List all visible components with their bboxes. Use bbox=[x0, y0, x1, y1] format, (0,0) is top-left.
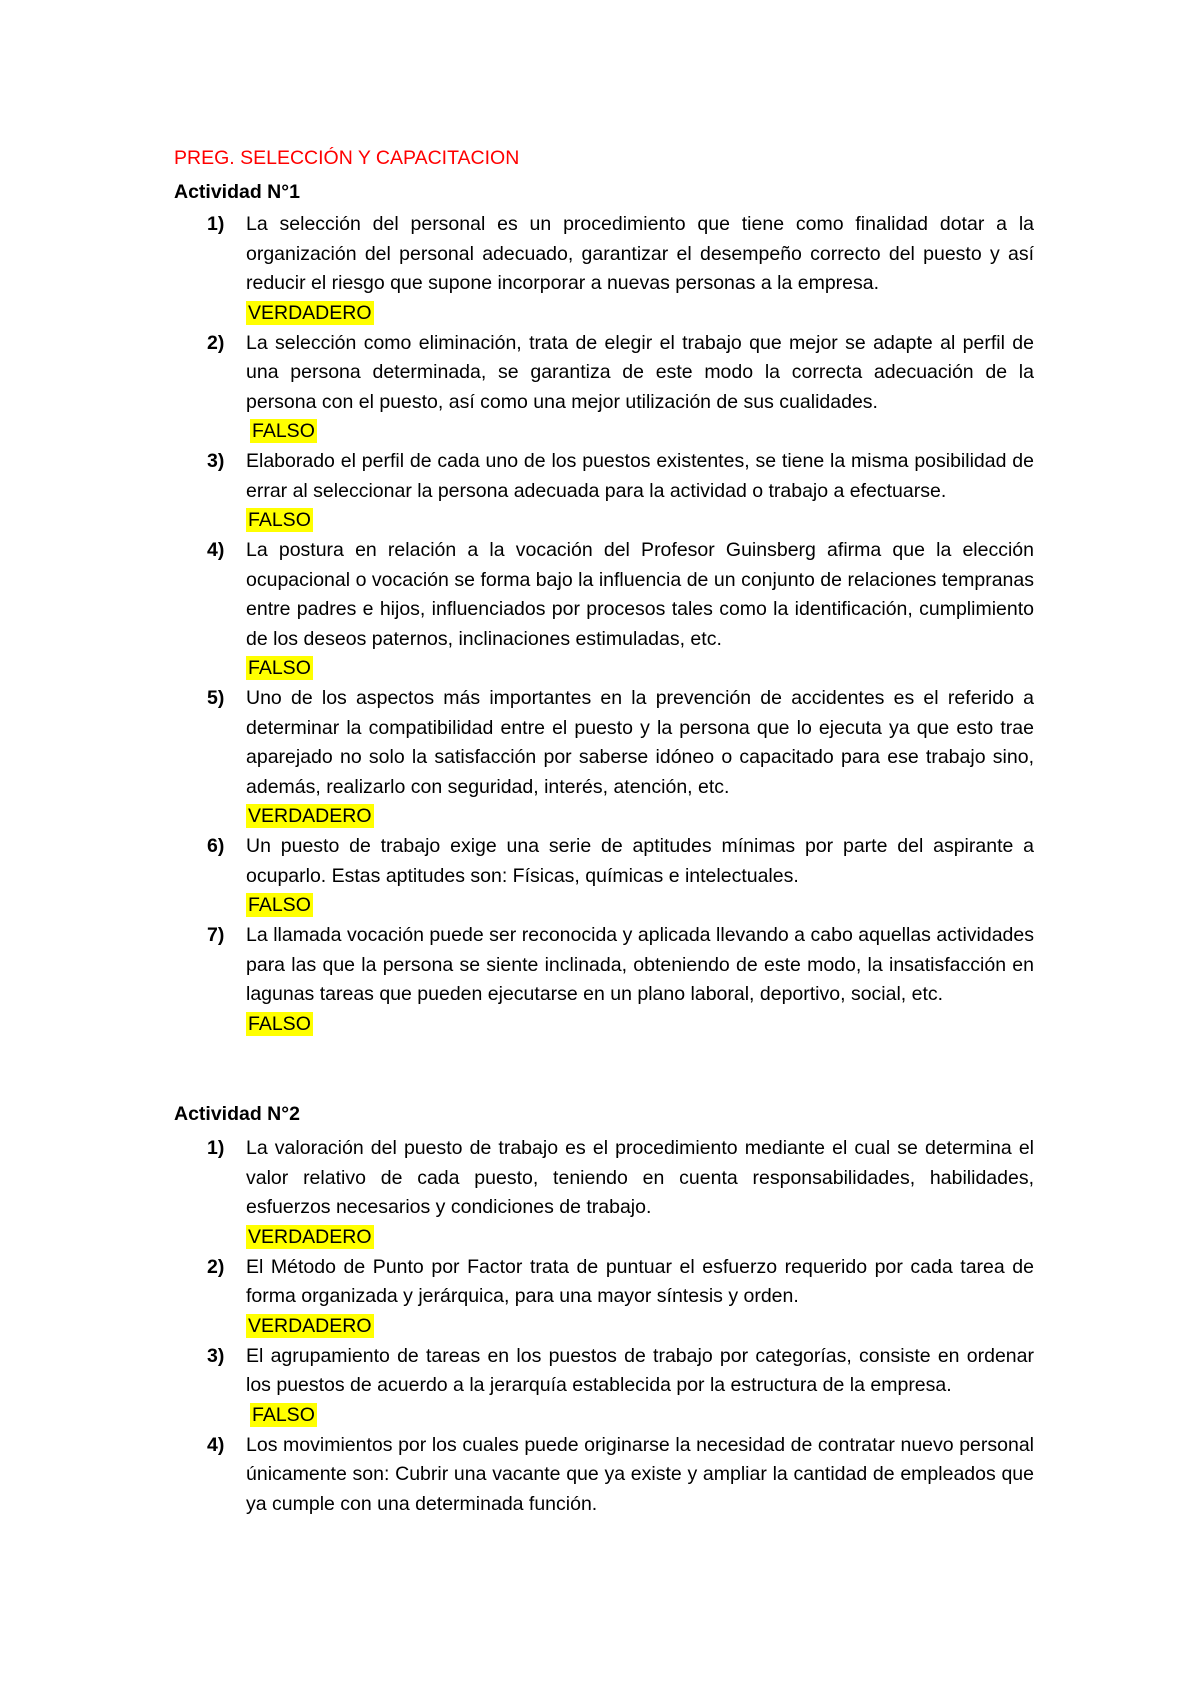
answer-highlight: FALSO bbox=[248, 894, 311, 916]
question-text: La selección del personal es un procedimiento que tiene como finalidad dotar a la organización del personal adecuado, garantizar el desempeño correcto del puesto y así reducir el riesgo que supone incorporar a nuevas personas a la empresa. bbox=[246, 213, 1034, 294]
question-number: 1) bbox=[207, 1137, 225, 1159]
answer-highlight: FALSO bbox=[248, 1012, 311, 1035]
question-item bbox=[0, 1134, 1200, 1249]
answer-highlight: FALSO bbox=[248, 657, 311, 679]
question-text: La valoración del puesto de trabajo es el procedimiento mediante el cual se determina el valor relativo de cada puesto, teniendo en cuenta responsabilidades, habilidades, esfuerzos necesarios y condiciones de trabajo. bbox=[246, 1137, 1034, 1218]
answer-highlight: VERDADERO bbox=[248, 1225, 372, 1248]
question-item bbox=[0, 536, 1200, 680]
section-heading-actividad-2: Actividad N°2 bbox=[174, 1103, 300, 1125]
question-item bbox=[0, 210, 1200, 325]
question-number: 6) bbox=[207, 835, 225, 857]
question-text: El Método de Punto por Factor trata de puntuar el esfuerzo requerido por cada tarea de forma organizada y jerárquica, para una mayor síntesis y orden. bbox=[246, 1255, 1034, 1307]
question-text: Un puesto de trabajo exige una serie de aptitudes mínimas por parte del aspirante a ocuparlo. Estas aptitudes son: Físicas, químicas e intelectuales. bbox=[246, 835, 1034, 887]
question-text: El agrupamiento de tareas en los puestos de trabajo por categorías, consiste en ordenar los puestos de acuerdo a la jerarquía establecida por la estructura de la empresa. bbox=[246, 1344, 1034, 1396]
question-number: 3) bbox=[207, 1344, 225, 1367]
question-text: Los movimientos por los cuales puede originarse la necesidad de contratar nuevo personal únicamente son: Cubrir una vacante que ya existe y ampliar la cantidad de empleados que ya cumple con una determinada función. bbox=[246, 1433, 1034, 1515]
question-item bbox=[0, 1342, 1200, 1427]
question-number: 1) bbox=[207, 213, 225, 235]
question-number: 5) bbox=[207, 687, 225, 709]
question-text: Elaborado el perfil de cada uno de los puestos existentes, se tiene la misma posibilidad de errar al seleccionar la persona adecuada para la actividad o trabajo a efectuarse. bbox=[246, 450, 1034, 502]
question-number: 4) bbox=[207, 1433, 225, 1456]
question-text: La selección como eliminación, trata de elegir el trabajo que mejor se adapte al perfil de una persona determinada, se garantiza de este modo la correcta adecuación de la persona con el puesto, así como una mejor utilización de sus cualidades. bbox=[246, 331, 1034, 413]
answer-highlight: VERDADERO bbox=[248, 1314, 372, 1337]
section-heading-actividad-1: Actividad N°1 bbox=[174, 181, 300, 203]
question-item bbox=[0, 1253, 1200, 1338]
question-number: 3) bbox=[207, 450, 225, 472]
question-item bbox=[0, 684, 1200, 828]
question-item bbox=[0, 447, 1200, 532]
document-title: PREG. SELECCIÓN Y CAPACITACION bbox=[174, 147, 520, 169]
question-number: 2) bbox=[207, 331, 225, 354]
question-number: 2) bbox=[207, 1255, 225, 1278]
question-number: 4) bbox=[207, 539, 225, 561]
question-item bbox=[0, 832, 1200, 917]
answer-highlight: FALSO bbox=[252, 1403, 315, 1426]
question-list-actividad-2 bbox=[0, 1134, 1200, 1519]
answer-highlight: VERDADERO bbox=[248, 301, 372, 324]
question-text: La postura en relación a la vocación del Profesor Guinsberg afirma que la elección ocupacional o vocación se forma bajo la influencia de un conjunto de relaciones tempranas entre padres e hijos, influenciados por procesos tales como la identificación, cumplimiento de los deseos paternos, inclinaciones estimuladas, etc. bbox=[246, 539, 1034, 650]
answer-highlight: FALSO bbox=[248, 509, 311, 531]
question-item bbox=[0, 1431, 1200, 1520]
question-item bbox=[0, 921, 1200, 1036]
answer-highlight: FALSO bbox=[252, 420, 315, 442]
question-text: La llamada vocación puede ser reconocida y aplicada llevando a cabo aquellas actividades para las que la persona se siente inclinada, obteniendo de este modo, la insatisfacción en lagunas tareas que pueden ejecutarse en un plano laboral, deportivo, social, etc. bbox=[246, 924, 1034, 1005]
question-item bbox=[0, 329, 1200, 444]
answer-highlight: VERDADERO bbox=[248, 805, 372, 827]
question-number: 7) bbox=[207, 924, 225, 946]
question-text: Uno de los aspectos más importantes en la prevención de accidentes es el referido a determinar la compatibilidad entre el puesto y la persona que lo ejecuta ya que esto trae aparejado no solo la satisfacción por saberse idóneo o capacitado para ese trabajo sino, además, realizarlo con seguridad, interés, atención, etc. bbox=[246, 687, 1034, 798]
question-list-actividad-1 bbox=[0, 210, 1200, 1036]
